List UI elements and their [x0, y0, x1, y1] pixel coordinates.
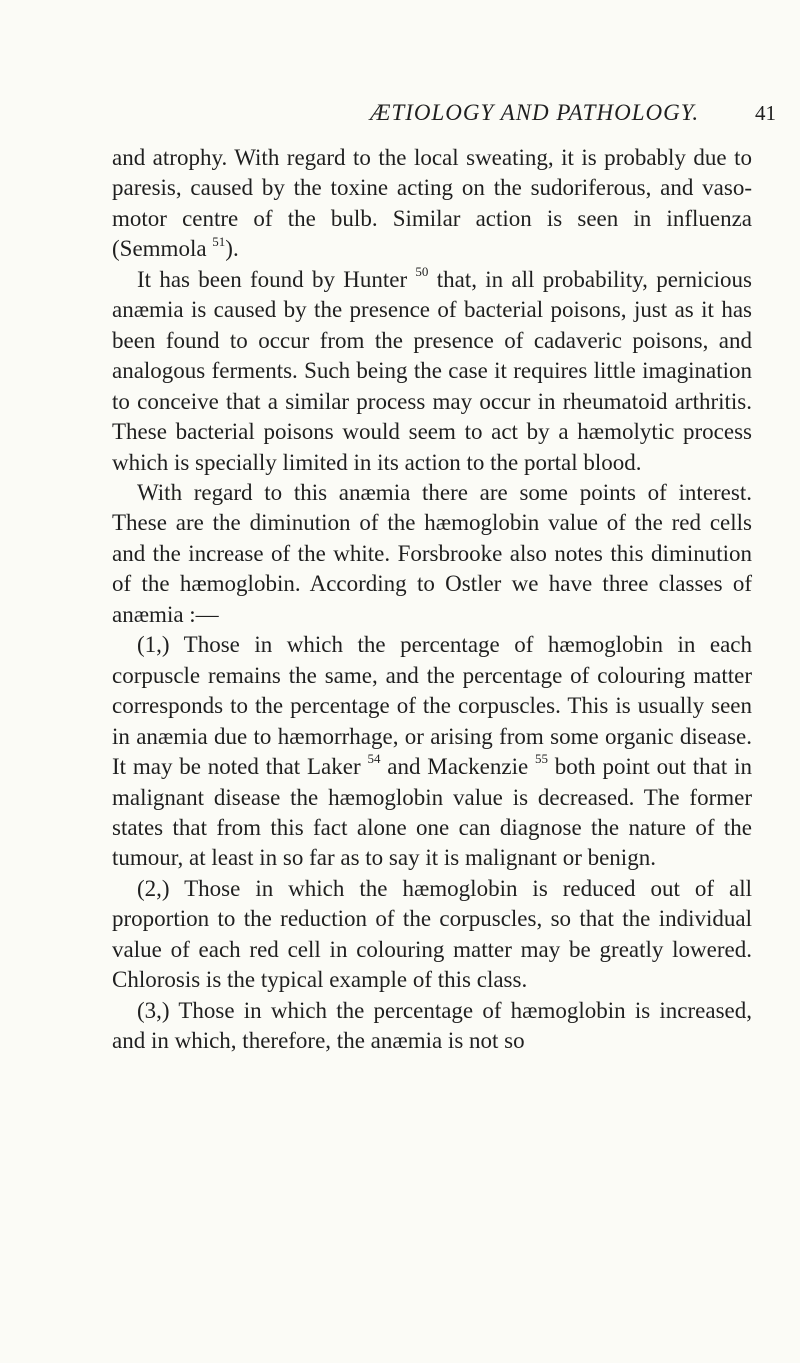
body-text [112, 143, 752, 1057]
reference-54: 54 [367, 751, 381, 767]
paragraph-3: With regard to this anæmia there are some points of interest. These are the diminution of the hæmoglobin value of the red cells and the increase of the white. Forsbrooke also notes this diminution of the hæmoglobin. According to Ostler we have three classes of anæmia :— [112, 479, 752, 627]
page-number: 41 [755, 101, 776, 125]
reference-50: 50 [415, 264, 429, 280]
paragraph-4-text-c: both point out that in malignant disease the hæmoglobin value is decreased. The former states that from this fact alone one can diagnose the nature of the tumour, at least in so far as to say it is malignant or benign. [112, 754, 752, 871]
paragraph-2-text-b: that, in all probability, pernicious anæmia is caused by the presence of bacterial poisons, just as it has been found to occur from the presence of cadaveric poisons, and analogous ferments. Such being the case it requires little imagination to conceive that a similar process may occur in rheumatoid arthritis. These bacterial poisons would seem to act by a hæmolytic process which is specially limited in its action to the portal blood. [112, 266, 753, 475]
paragraph-2-text-a: It has been found by Hunter [137, 266, 416, 292]
paragraph-1-text-b: ). [225, 236, 239, 262]
running-head: ÆTIOLOGY AND PATHOLOGY. [370, 100, 700, 125]
paragraph-5: (2,) Those in which the hæmoglobin is reduced out of all proportion to the reduction of the corpuscles, so that the individual value of each red cell in colouring matter may be greatly lowered. Chlorosis is the typical example of this class. [112, 875, 752, 993]
paragraph-1-text-a: and atrophy. With regard to the local sweating, it is probably due to paresis, caused by the toxine acting on the sudoriferous, and vaso-motor centre of the bulb. Similar action is seen in influenza (Semmola [112, 145, 752, 262]
paragraph-4-text-a: (1,) Those in which the percentage of hæmoglobin in each corpuscle remains the same, and the percentage of colouring matter corresponds to the percentage of the corpuscles. This is usually seen in anæmia due to hæmorrhage, or arising from some organic disease. It may be noted that Laker [112, 632, 752, 780]
paragraph-2 [112, 265, 752, 478]
reference-51: 51 [212, 233, 226, 249]
paragraph-4-text-b: and Mackenzie [380, 754, 535, 780]
paragraph-1 [112, 143, 752, 265]
paragraph-4 [112, 630, 752, 874]
paragraph-6: (3,) Those in which the percentage of hæmoglobin is increased, and in which, therefore, the anæmia is not so [112, 997, 752, 1054]
reference-55: 55 [534, 751, 548, 767]
